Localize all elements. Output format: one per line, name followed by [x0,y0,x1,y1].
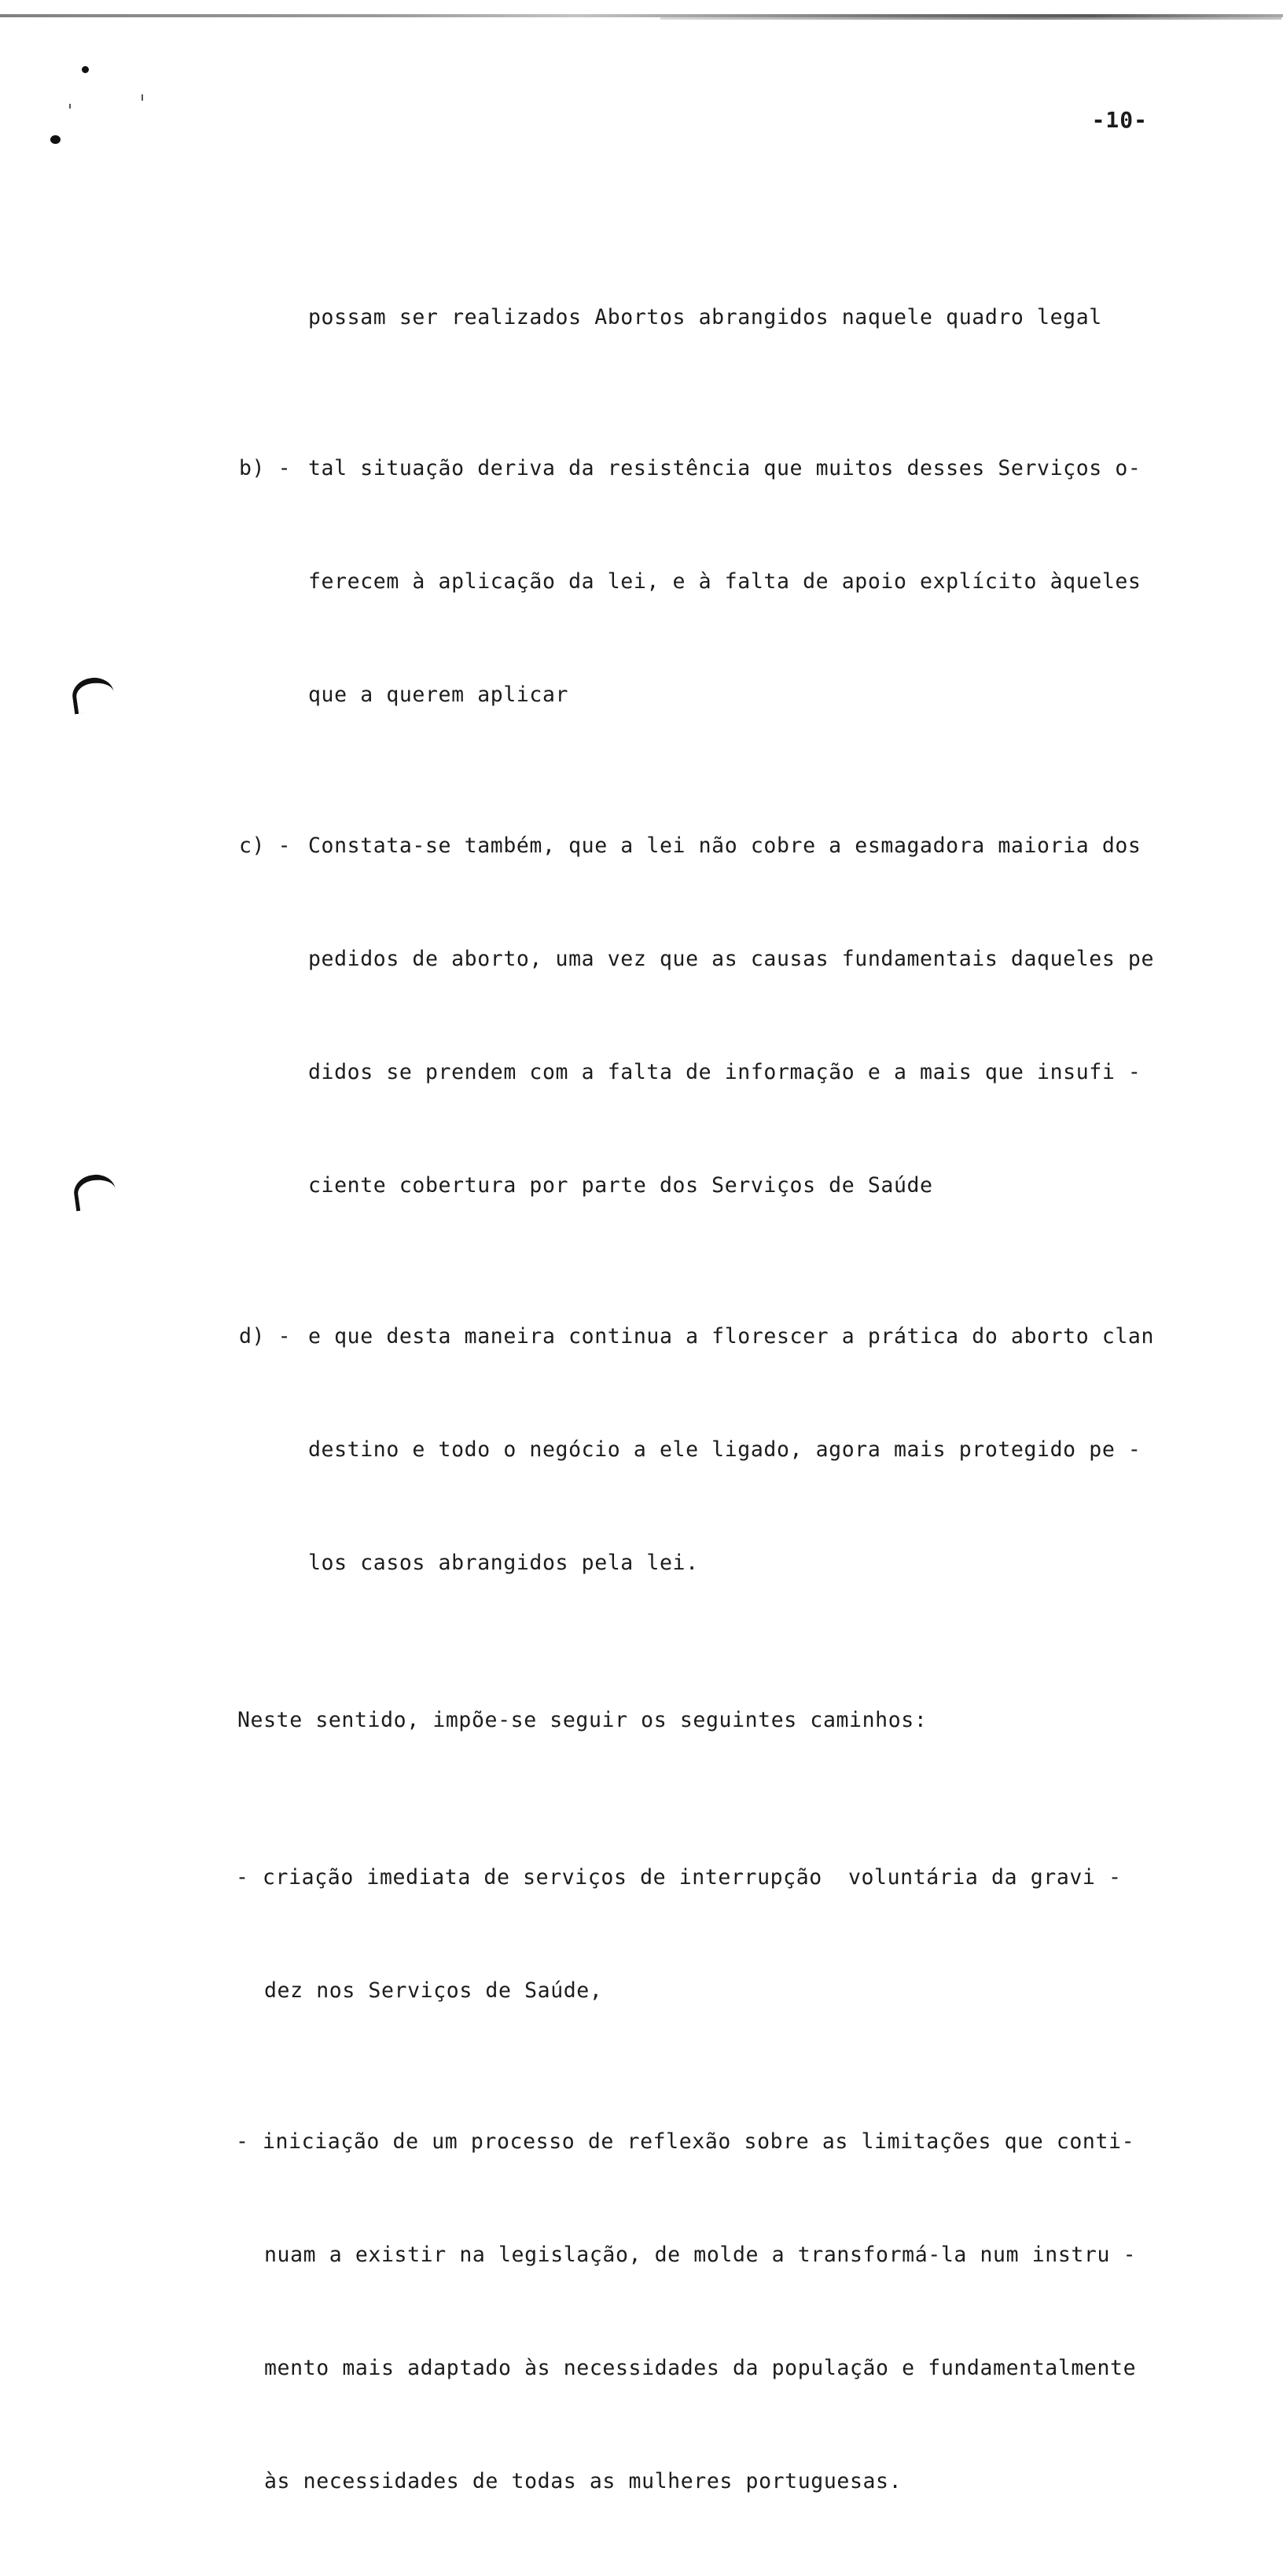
text-line: mento mais adaptado às necessidades da população e fundamentalmente [264,2356,1137,2380]
text-line: pedidos de aborto, uma vez que as causas fundamentais daqueles pe [308,947,1155,971]
text-line: Constata-se também, que a lei não cobre a esmagadora maioria dos [308,834,1141,858]
text-line: às necessidades de todas as mulheres portuguesas. [264,2469,903,2493]
text-line: ferecem à aplicação da lei, e à falta de apoio explícito àqueles [308,569,1141,594]
scan-mark-speck [69,104,71,109]
text-line: dez nos Serviços de Saúde, [264,1978,603,2003]
text-line: ciente cobertura por parte dos Serviços de Saúde [308,1173,933,1198]
text-line: nuam a existir na legislação, de molde a transformá-la num instru - [264,2243,1137,2267]
dash-item-2 [0,2123,1283,2161]
text-line: que a querem aplicar [308,683,569,707]
list-marker: d) - [239,1324,292,1349]
scan-mark-speck [142,94,143,101]
text-line: e que desta maneira continua a florescer a prática do aborto clan [308,1324,1155,1349]
list-item-b [0,450,1283,488]
body-text [0,223,1283,2576]
dash-marker: - [236,2129,249,2154]
list-item-d [0,1318,1283,1356]
section-intro: Neste sentido, impõe-se seguir os seguintes caminhos: [237,1708,928,1732]
text-line: possam ser realizados Abortos abrangidos naquele quadro legal [308,305,1102,329]
list-marker: c) - [239,834,292,858]
text-line: iniciação de um processo de reflexão sobre as limitações que conti- [263,2129,1135,2154]
text-line: los casos abrangidos pela lei. [308,1551,699,1575]
text-line: tal situação deriva da resistência que muitos desses Serviços o- [308,456,1141,480]
scan-edge-streak-right [660,17,1281,20]
text-line: criação imediata de serviços de interrupção voluntária da gravi - [263,1865,1122,1890]
list-marker: b) - [239,456,292,480]
page-number: -10- [1091,107,1148,133]
list-item-c [0,827,1283,865]
text-line: didos se prendem com a falta de informação e a mais que insufi - [308,1060,1141,1084]
text-line: destino e todo o negócio a ele ligado, agora mais protegido pe - [308,1437,1141,1462]
scan-mark-dot [82,66,89,73]
dash-item-1 [0,1859,1283,1897]
scan-mark-dot [50,135,61,144]
dash-marker: - [236,1865,249,1890]
